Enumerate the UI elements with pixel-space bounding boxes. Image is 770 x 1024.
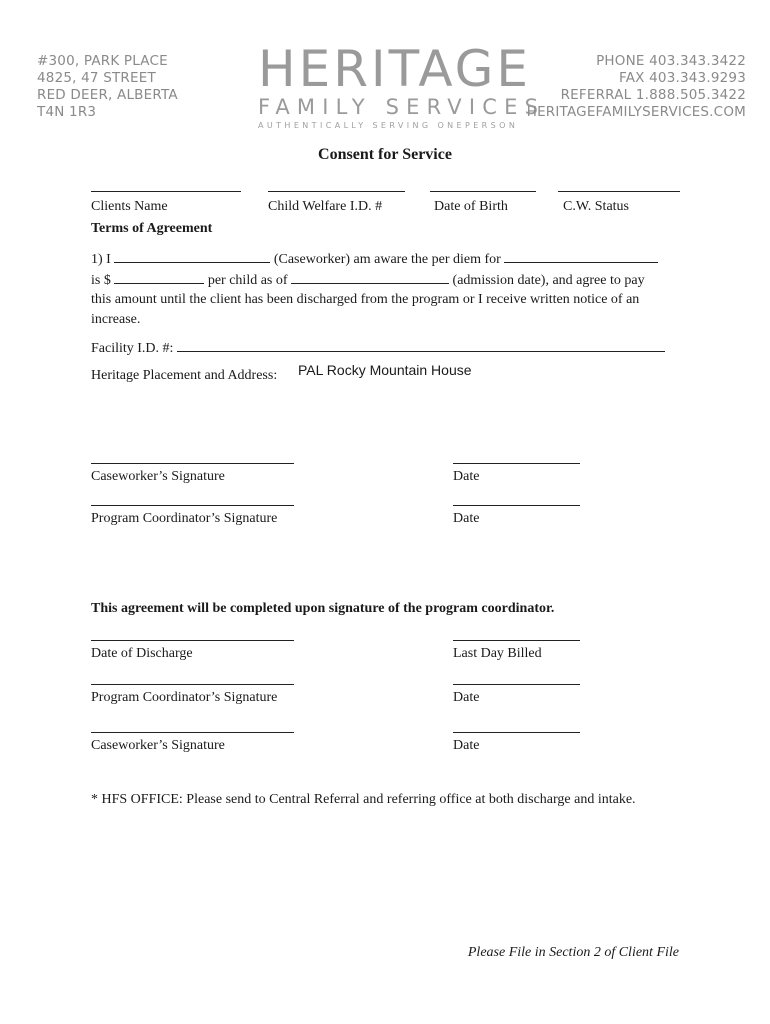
child-welfare-id-label: Child Welfare I.D. # <box>268 199 383 214</box>
coordinator-date-line[interactable] <box>453 505 580 506</box>
form-title: Consent for Service <box>318 146 452 163</box>
per-diem-amount-blank[interactable] <box>114 270 204 284</box>
footer-note: Please File in Section 2 of Client File <box>467 945 679 960</box>
logo-name: HERITAGE <box>258 40 531 98</box>
contact-block <box>527 53 746 121</box>
date-of-birth-line[interactable] <box>430 191 536 192</box>
logo-tagline: AUTHENTICALLY SERVING ONEPERSON <box>258 121 519 130</box>
facility-id-label: Facility I.D. #: <box>91 341 174 356</box>
agreement-text: (Caseworker) am aware the per diem for <box>273 252 501 267</box>
facility-id-blank[interactable] <box>177 338 665 352</box>
child-welfare-id-line[interactable] <box>268 191 405 192</box>
caseworker-name-blank[interactable] <box>114 249 270 263</box>
address-line: RED DEER, ALBERTA <box>37 87 178 103</box>
caseworker-date-line[interactable] <box>453 463 580 464</box>
agreement-text: per child as of <box>207 272 288 288</box>
terms-heading: Terms of Agreement <box>91 221 213 236</box>
contact-referral: REFERRAL 1.888.505.3422 <box>560 87 746 103</box>
contact-fax: FAX 403.343.9293 <box>619 70 746 86</box>
per-diem-program-blank[interactable] <box>504 249 658 263</box>
discharge-caseworker-date-line[interactable] <box>453 732 580 733</box>
address-block <box>37 53 178 121</box>
caseworker-signature-line[interactable] <box>91 463 294 464</box>
placement-value[interactable]: PAL Rocky Mountain House <box>298 362 472 378</box>
completion-note: This agreement will be completed upon signature of the program coordinator. <box>91 601 555 616</box>
date-of-discharge-label: Date of Discharge <box>91 646 193 661</box>
agreement-line-3: this amount until the client has been discharged from the program or I receive written notice of an <box>91 292 640 307</box>
last-day-billed-line[interactable] <box>453 640 580 641</box>
cw-status-label: C.W. Status <box>563 199 629 214</box>
agreement-text: is $ <box>91 272 111 288</box>
last-day-billed-label: Last Day Billed <box>453 646 542 661</box>
office-note: * HFS OFFICE: Please send to Central Referral and referring office at both discharge and intake. <box>91 792 636 807</box>
agreement-paragraph <box>91 249 691 329</box>
discharge-coordinator-date-label: Date <box>453 690 480 705</box>
address-line: T4N 1R3 <box>37 104 97 120</box>
coordinator-signature-label: Program Coordinator’s Signature <box>91 511 278 526</box>
address-line: #300, PARK PLACE <box>37 53 168 69</box>
coordinator-date-label: Date <box>453 511 480 526</box>
facility-id-row <box>91 338 665 358</box>
placement-label: Heritage Placement and Address: <box>91 368 278 383</box>
coordinator-signature-line[interactable] <box>91 505 294 506</box>
logo <box>258 40 546 131</box>
cw-status-line[interactable] <box>558 191 680 192</box>
contact-website: HERITAGEFAMILYSERVICES.COM <box>526 104 746 120</box>
caseworker-date-label: Date <box>453 469 480 484</box>
discharge-caseworker-date-label: Date <box>453 738 480 753</box>
discharge-caseworker-signature-line[interactable] <box>91 732 294 733</box>
date-of-discharge-line[interactable] <box>91 640 294 641</box>
admission-date-blank[interactable] <box>291 270 449 284</box>
discharge-coordinator-signature-line[interactable] <box>91 684 294 685</box>
date-of-birth-label: Date of Birth <box>434 199 508 214</box>
discharge-coordinator-signature-label: Program Coordinator’s Signature <box>91 690 278 705</box>
agreement-line-4: increase. <box>91 311 141 327</box>
discharge-caseworker-signature-label: Caseworker’s Signature <box>91 738 225 753</box>
address-line: 4825, 47 STREET <box>37 70 156 86</box>
clients-name-label: Clients Name <box>91 199 168 214</box>
agreement-text: (admission date), and agree to pay <box>452 272 645 288</box>
agreement-text: 1) I <box>91 252 111 267</box>
contact-phone: PHONE 403.343.3422 <box>596 53 746 69</box>
discharge-coordinator-date-line[interactable] <box>453 684 580 685</box>
clients-name-line[interactable] <box>91 191 241 192</box>
caseworker-signature-label: Caseworker’s Signature <box>91 469 225 484</box>
logo-subtitle: FAMILY SERVICES <box>258 95 546 119</box>
